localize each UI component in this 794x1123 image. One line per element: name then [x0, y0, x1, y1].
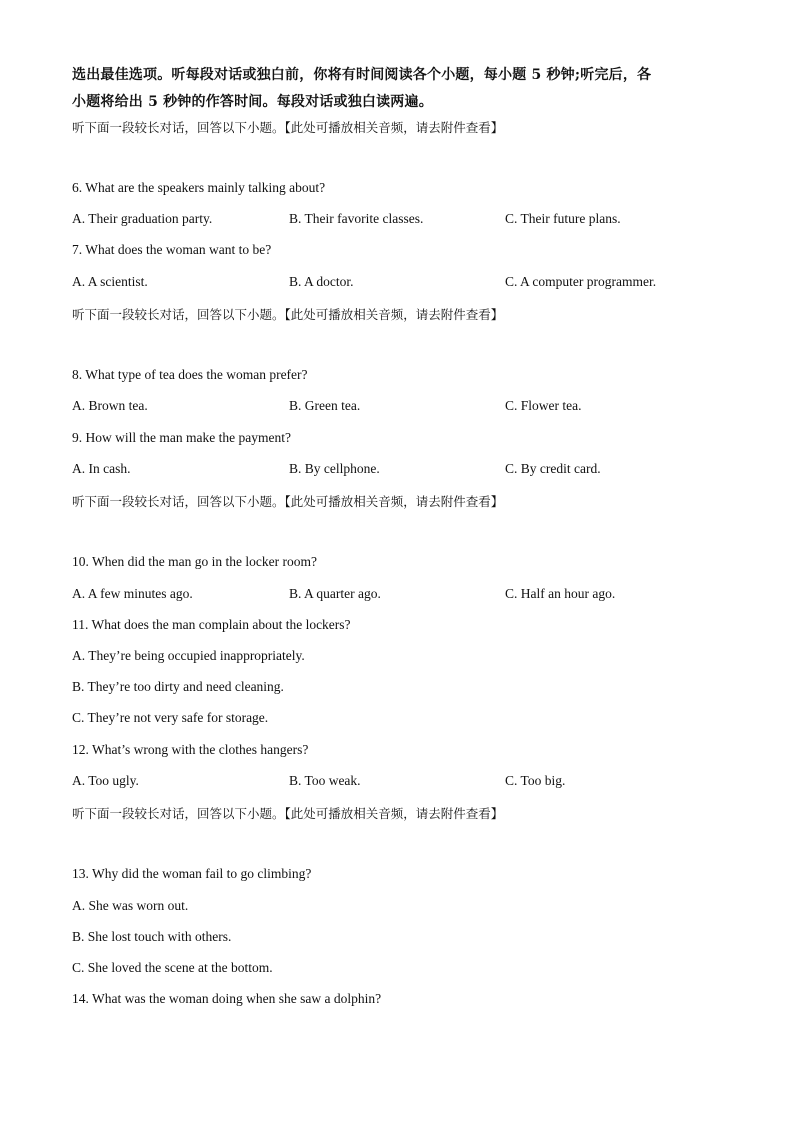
- question-11: 11. What does the man complain about the lockers?: [72, 617, 351, 632]
- section-note-1: 听下面一段较长对话，回答以下小题。【此处可播放相关音频，请去附件查看】: [72, 120, 504, 135]
- q10-option-c: C. Half an hour ago.: [505, 586, 616, 601]
- question-7: 7. What does the woman want to be?: [72, 242, 272, 257]
- question-6: 6. What are the speakers mainly talking about?: [72, 180, 326, 195]
- q9-option-b: B. By cellphone.: [289, 461, 380, 476]
- q11-option-b: B. They’re too dirty and need cleaning.: [72, 679, 284, 694]
- q7-option-c: C. A computer programmer.: [505, 274, 657, 289]
- question-8: 8. What type of tea does the woman prefer?: [72, 367, 308, 382]
- q8-option-c: C. Flower tea.: [505, 398, 582, 413]
- q11-option-c: C. They’re not very safe for storage.: [72, 710, 269, 725]
- q8-option-b: B. Green tea.: [289, 398, 361, 413]
- q8-option-a: A. Brown tea.: [72, 398, 148, 413]
- q12-option-b: B. Too weak.: [289, 773, 361, 788]
- q9-option-c: C. By credit card.: [505, 461, 601, 476]
- section-note-3: 听下面一段较长对话，回答以下小题。【此处可播放相关音频，请去附件查看】: [72, 494, 504, 509]
- question-14: 14. What was the woman doing when she saw a dolphin?: [72, 991, 382, 1006]
- q12-option-c: C. Too big.: [505, 773, 566, 788]
- q13-option-a: A. She was worn out.: [72, 898, 189, 913]
- q10-option-a: A. A few minutes ago.: [72, 586, 193, 601]
- q10-option-b: B. A quarter ago.: [289, 586, 381, 601]
- q6-option-a: A. Their graduation party.: [72, 211, 213, 226]
- q11-option-a: A. They’re being occupied inappropriately.: [72, 648, 305, 663]
- question-9: 9. How will the man make the payment?: [72, 430, 291, 445]
- question-13: 13. Why did the woman fail to go climbing?: [72, 866, 312, 881]
- q12-option-a: A. Too ugly.: [72, 773, 139, 788]
- q13-option-c: C. She loved the scene at the bottom.: [72, 960, 273, 975]
- q7-option-a: A. A scientist.: [72, 274, 148, 289]
- question-12: 12. What’s wrong with the clothes hangers?: [72, 742, 309, 757]
- question-10: 10. When did the man go in the locker room?: [72, 554, 317, 569]
- intro-line-1: 选出最佳选项。听每段对话或独白前，你将有时间阅读各个小题，每小题 5 秒钟;听完后，各: [72, 67, 652, 83]
- intro-line-2: 小题将给出 5 秒钟的作答时间。每段对话或独白读两遍。: [72, 94, 433, 110]
- q6-option-b: B. Their favorite classes.: [289, 211, 424, 226]
- section-note-2: 听下面一段较长对话，回答以下小题。【此处可播放相关音频，请去附件查看】: [72, 307, 504, 322]
- q13-option-b: B. She lost touch with others.: [72, 929, 232, 944]
- q9-option-a: A. In cash.: [72, 461, 131, 476]
- q6-option-c: C. Their future plans.: [505, 211, 621, 226]
- q7-option-b: B. A doctor.: [289, 274, 354, 289]
- section-note-4: 听下面一段较长对话，回答以下小题。【此处可播放相关音频，请去附件查看】: [72, 806, 504, 821]
